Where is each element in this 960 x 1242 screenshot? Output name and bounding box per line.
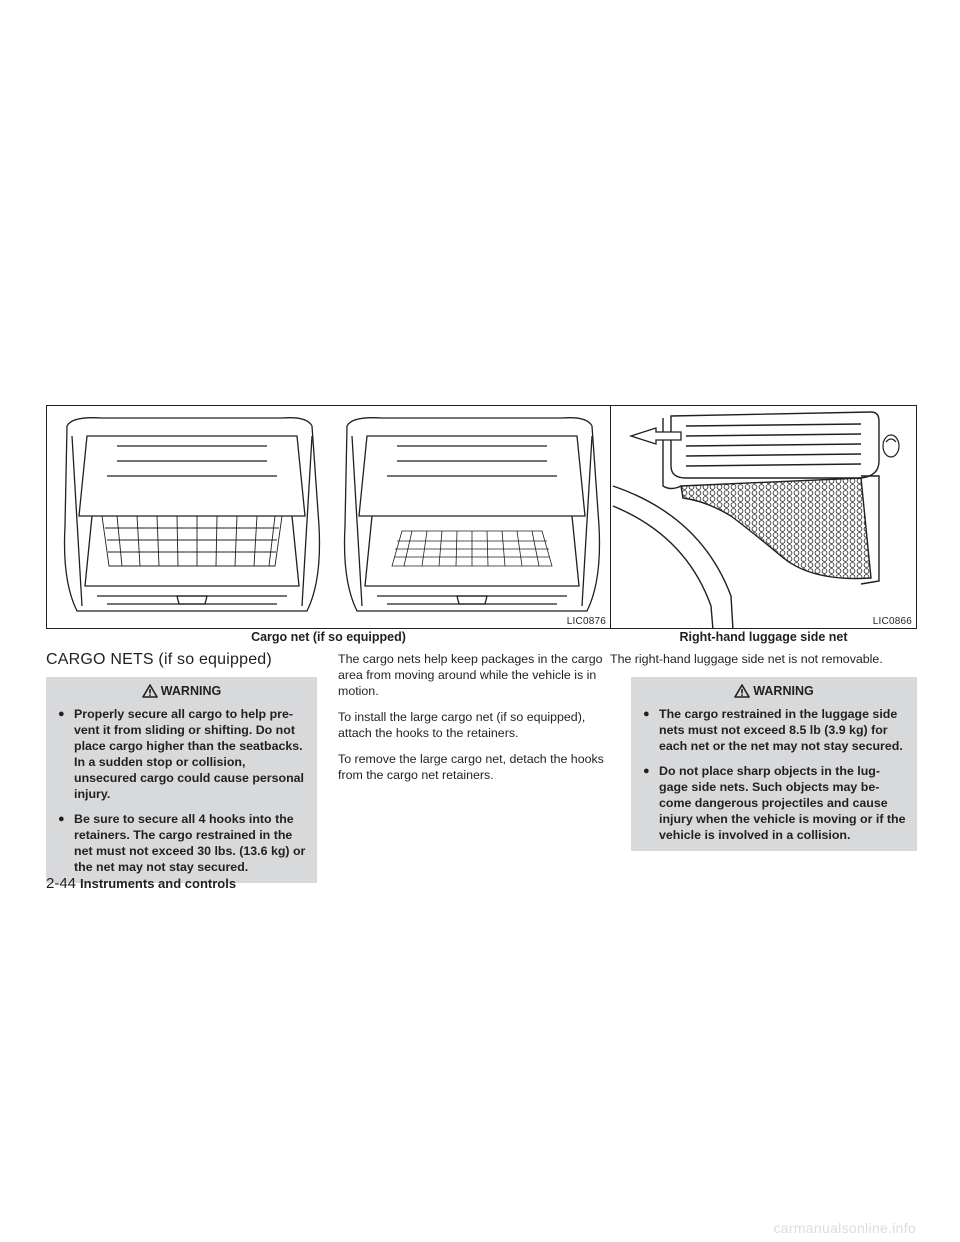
luggage-side-net-illustration [610, 405, 917, 629]
figure-code: LIC0876 [566, 616, 606, 627]
watermark: carmanualsonline.info [773, 1220, 916, 1236]
paragraph: To install the large cargo net (if so equipped), attach the hooks to the retainers. [338, 710, 586, 740]
warning-item [56, 811, 307, 875]
warning-item-text: Be sure to secure all 4 hooks into the retainers. The cargo restrained in the net must not exceed 30 lbs. (13.6 kg) or the net may not stay secured. [74, 812, 306, 874]
side-net-note: The right-hand luggage side net is not removable. [610, 652, 883, 666]
warning-heading [56, 684, 307, 698]
paragraph: To remove the large cargo net, detach the hooks from the cargo net retainers. [338, 752, 604, 782]
warning-heading [641, 684, 907, 698]
warning-item-text: Do not place sharp objects in the lug-gage side nets. Such objects may be-come dangerous projectiles and cause injury when the vehicle is moving or if the vehicle is involved in a collision. [659, 764, 906, 842]
bullet-icon: ● [58, 708, 65, 720]
warning-item-text: Properly secure all cargo to help pre-vent it from sliding or shifting. Do not place cargo higher than the seatbacks. In a sudden stop or collision, unsecured cargo could cause personal injury. [74, 707, 304, 801]
warning-item-text: The cargo restrained in the luggage side nets must not exceed 8.5 lb (3.9 kg) for each net or the net may not stay secured. [659, 707, 903, 753]
section-title: CARGO NETS (if so equipped) [46, 651, 272, 668]
warning-item [641, 706, 907, 754]
figure-code: LIC0866 [872, 616, 912, 627]
figure-caption: Cargo net (if so equipped) [251, 630, 406, 644]
warning-box [631, 677, 917, 851]
warning-label: WARNING [753, 684, 814, 698]
warning-triangle-icon [142, 684, 158, 698]
cargo-area-drawing [47, 406, 611, 629]
bullet-icon: ● [643, 708, 650, 720]
warning-label: WARNING [160, 684, 222, 698]
figure-caption: Right-hand luggage side net [679, 630, 848, 644]
warning-item [641, 763, 907, 843]
side-net-drawing [611, 406, 917, 629]
warning-box [46, 677, 317, 883]
warning-item [56, 706, 307, 802]
page-number: 2-44 [46, 875, 77, 892]
bullet-icon: ● [58, 813, 65, 825]
body-text-column [338, 651, 613, 793]
page-footer [46, 875, 236, 892]
paragraph: The cargo nets help keep packages in the cargo area from moving around while the vehicle is in motion. [338, 652, 603, 698]
warning-triangle-icon [734, 684, 750, 698]
bullet-icon: ● [643, 765, 650, 777]
chapter-title: Instruments and controls [80, 876, 237, 891]
cargo-net-illustration [46, 405, 611, 629]
